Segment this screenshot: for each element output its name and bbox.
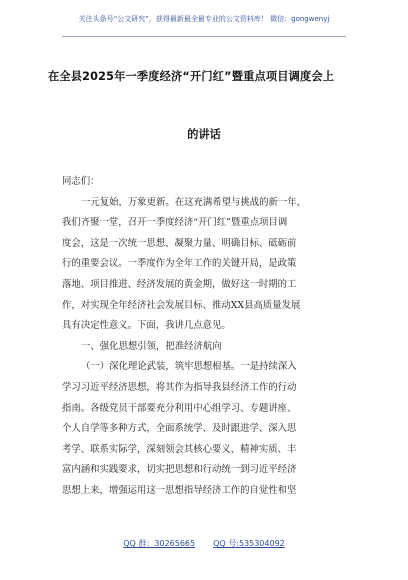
paragraph-line: 考学、联系实际学，深刻领会其核心要义、精神实质、丰 <box>62 443 297 455</box>
salutation: 同志们： <box>62 176 100 187</box>
paragraph-line: 作，对实现全年经济社会发展目标、推动XX县高质量发展 <box>62 299 301 311</box>
section-heading: 一、强化思想引领，把准经济航向 <box>81 340 222 352</box>
paragraph-line: 富内涵和实践要求，切实把思想和行动统一到习近平经济 <box>62 464 297 476</box>
document-body <box>62 172 352 502</box>
paragraph-line: 我们齐聚一堂，召开一季度经济“开门红”暨重点项目调 <box>62 217 288 229</box>
document-title-line-2: 的讲话 <box>187 128 221 141</box>
paragraph-line: 思想上来，增强运用这一思想指导经济工作的自觉性和坚 <box>62 484 297 496</box>
paragraph-line: 学习习近平经济思想，将其作为指导我县经济工作的行动 <box>62 381 297 393</box>
paragraph-line: 指南。各级党员干部要充分利用中心组学习、专题讲座、 <box>62 402 297 414</box>
paragraph-line: 落地、项目推进、经济发展的黄金期，做好这一时期的工 <box>62 278 297 290</box>
paragraph-line: 个人自学等多种方式，全面系统学、及时跟进学、深入思 <box>62 423 297 435</box>
document-title-line-1: 在全县2025年一季度经济“开门红”暨重点项目调度会上 <box>48 70 335 83</box>
paragraph-line: （一）深化理论武装，筑牢思想根基。一是持续深入 <box>81 361 297 373</box>
paragraph-line: 具有决定性意义。下面，我讲几点意见。 <box>62 320 231 332</box>
header-divider <box>62 36 346 37</box>
contact-footer <box>0 538 408 549</box>
paragraph-line: 一元复始，万象更新。在这充满希望与挑战的新一年， <box>81 196 307 208</box>
promo-header: 关注头条号“公文研究”，获得最新最全最专业的公文资料库！ 微信：gongwenyj <box>78 15 330 23</box>
paragraph-line: 行的重要会议。一季度作为全年工作的关键开局，是政策 <box>62 258 297 270</box>
paragraph-line: 度会，这是一次统一思想、凝聚力量、明确目标、砥砺前 <box>62 237 297 249</box>
qq-number-label: QQ 号:535304092 <box>213 539 285 548</box>
qq-group-label: QQ 群：30265665 <box>123 539 196 548</box>
